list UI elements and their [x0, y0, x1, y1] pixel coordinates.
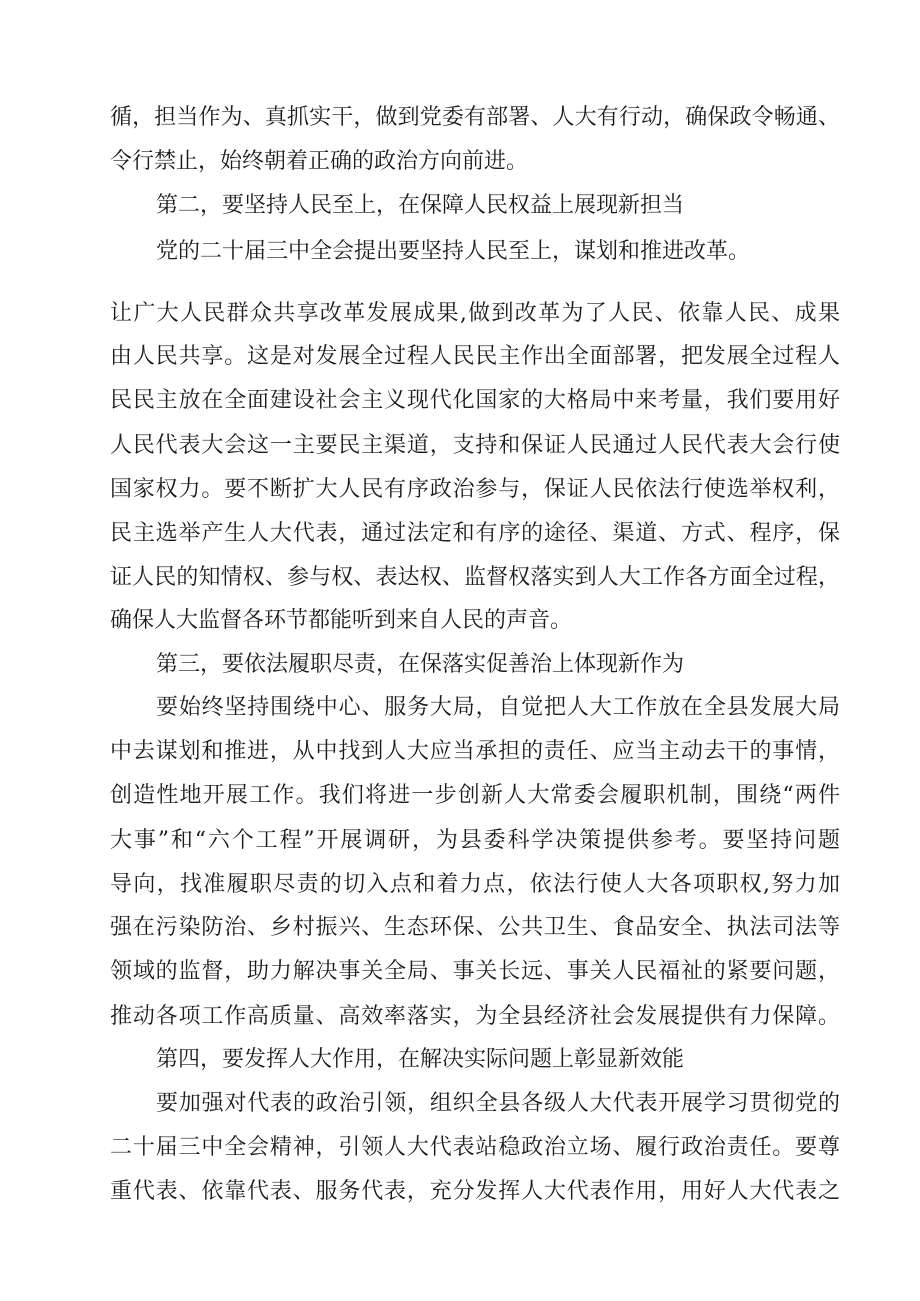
body-text-line: 令行禁止，始终朝着正确的政治方向前进。 — [110, 149, 529, 174]
body-text-line: 领域的监督，助力解决事关全局、事关长远、事关人民福祉的紧要问题， — [110, 959, 840, 984]
body-text-line: 民民主放在全面建设社会主义现代化国家的大格局中来考量，我们要用好 — [110, 388, 840, 413]
body-text-line: 强在污染防治、乡村振兴、生态环保、公共卫生、食品安全、执法司法等 — [110, 915, 840, 940]
section-heading: 第四，要发挥人大作用，在解决实际问题上彰显新效能 — [156, 1047, 685, 1072]
body-text-line: 国家权力。要不断扩大人民有序政治参与，保证人民依法行使选举权利， — [110, 477, 840, 502]
body-text-line: 创造性地开展工作。我们将进一步创新人大常委会履职机制，围绕“两件 — [110, 783, 840, 808]
paragraph-first-line: 要加强对代表的政治引领，组织全县各级人大代表开展学习贯彻党的 — [156, 1091, 840, 1116]
body-text-line: 人民代表大会这一主要民主渠道，支持和保证人民通过人民代表大会行使 — [110, 433, 840, 458]
paragraph-first-line: 要始终坚持围绕中心、服务大局，自觉把人大工作放在全县发展大局 — [156, 695, 840, 720]
body-text-line: 导向，找准履职尽责的切入点和着力点，依法行使人大各项职权,努力加 — [110, 872, 840, 897]
paragraph-first-line: 党的二十届三中全会提出要坚持人民至上，谋划和推进改革。 — [156, 239, 751, 264]
body-text-line: 证人民的知情权、参与权、表达权、监督权落实到人大工作各方面全过程， — [110, 565, 840, 590]
body-text-line: 由人民共享。这是对发展全过程人民民主作出全面部署，把发展全过程人 — [110, 344, 840, 369]
body-text-line: 重代表、依靠代表、服务代表，充分发挥人大代表作用，用好人大代表之 — [110, 1179, 840, 1204]
body-text-line: 确保人大监督各环节都能听到来自人民的声音。 — [110, 608, 573, 633]
body-text-line: 二十届三中全会精神，引领人大代表站稳政治立场、履行政治责任。要尊 — [110, 1135, 840, 1160]
section-heading: 第二，要坚持人民至上，在保障人民权益上展现新担当 — [156, 193, 685, 218]
body-text-line: 让广大人民群众共享改革发展成果,做到改革为了人民、依靠人民、成果 — [110, 301, 840, 326]
body-text-line: 推动各项工作高质量、高效率落实，为全县经济社会发展提供有力保障。 — [110, 1004, 840, 1029]
section-heading: 第三，要依法履职尽责，在保落实促善治上体现新作为 — [156, 652, 685, 677]
body-text-line: 大事”和“六个工程”开展调研，为县委科学决策提供参考。要坚持问题 — [110, 828, 840, 853]
body-text-line: 民主选举产生人大代表，通过法定和有序的途径、渠道、方式、程序，保 — [110, 521, 840, 546]
body-text-line: 中去谋划和推进，从中找到人大应当承担的责任、应当主动去干的事情， — [110, 739, 840, 764]
body-text-line: 循，担当作为、真抓实干，做到党委有部署、人大有行动，确保政令畅通、 — [110, 105, 840, 130]
